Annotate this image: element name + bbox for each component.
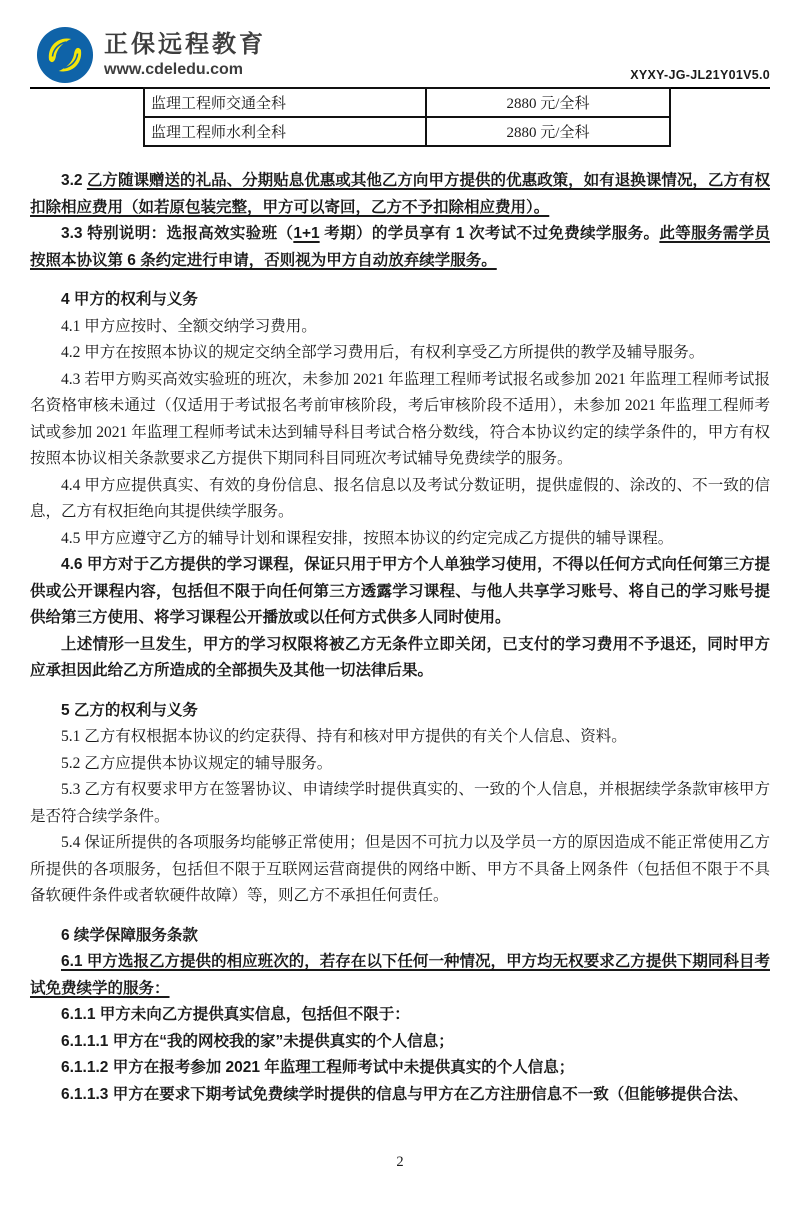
clause-4-6-consequence: 上述情形一旦发生，甲方的学习权限将被乙方无条件立即关闭，已支付的学习费用不予退还，同时甲方应承担因此给乙方所造成的全部损失及其他一切法律后果。 — [30, 635, 770, 679]
section-5-heading: 5 乙方的权利与义务 — [61, 701, 198, 719]
course-name-cell: 监理工程师水利全科 — [144, 117, 426, 146]
price-table — [143, 87, 671, 147]
brand-website: www.cdeledu.com — [104, 61, 243, 78]
clause-6-1: 6.1 甲方选报乙方提供的相应班次的，若存在以下任何一种情况，甲方均无权要求乙方提供下期同科目考试免费续学的服务： — [30, 953, 770, 997]
price-cell: 2880 元/全科 — [426, 117, 670, 146]
clause-4-1: 4.1 甲方应按时、全额交纳学习费用。 — [61, 317, 317, 335]
page-footer — [0, 1154, 800, 1171]
course-name-cell: 监理工程师交通全科 — [144, 88, 426, 117]
doc-code: XYXY-JG-JL21Y01V5.0 — [630, 68, 770, 82]
brand-logo — [36, 26, 266, 84]
clause-6-1-1: 6.1.1 甲方未向乙方提供真实信息，包括但不限于： — [61, 1006, 410, 1023]
clause-6-1-1-1: 6.1.1.1 甲方在“我的网校我的家”未提供真实的个人信息； — [61, 1032, 454, 1050]
brand-text-block — [104, 30, 266, 80]
page-header — [0, 0, 800, 87]
table-row — [144, 88, 670, 117]
clause-5-2: 5.2 乙方应提供本协议规定的辅导服务。 — [61, 754, 333, 772]
page-number: 2 — [396, 1154, 404, 1170]
clause-3-2: 3.2 乙方随课赠送的礼品、分期贴息优惠或其他乙方向甲方提供的优惠政策，如有退换课情况，乙方有权扣除相应费用（如若原包装完整，甲方可以寄回，乙方不予扣除相应费用）。 — [30, 172, 770, 216]
clause-4-2: 4.2 甲方在按照本协议的规定交纳全部学习费用后，有权利享受乙方所提供的教学及辅导服务。 — [61, 344, 705, 361]
clause-4-3: 4.3 若甲方购买高效实验班的班次，未参加 2021 年监理工程师考试报名或参加 2021 年监理工程师考试报名资格审核未通过（仅适用于考试报名考前审核阶段，考后审核阶段不适用），未参加 2021 年监理工程师考试或参加 2021 年监理工程师考试未达到辅导科目考试合格分数线，符合本协议约定的续学条件的，甲方有权按照本协议相关条款要求乙方提供下期同科目同班次考试辅导免费续学的服务。 — [30, 370, 770, 467]
clause-4-5: 4.5 甲方应遵守乙方的辅导计划和课程安排，按照本协议的约定完成乙方提供的辅导课程。 — [61, 529, 674, 547]
table-row — [144, 117, 670, 146]
clause-4-6: 4.6 甲方对于乙方提供的学习课程，保证只用于甲方个人单独学习使用，不得以任何方式向任何第三方提供或公开课程内容，包括但不限于向任何第三方透露学习课程、与他人共享学习账号、将自己的学习账号提供给第三方使用、将学习课程公开播放或以任何方式供多人同时使用。 — [30, 556, 770, 626]
clause-6-1-1-2: 6.1.1.2 甲方在报考参加 2021 年监理工程师考试中未提供真实的个人信息； — [61, 1059, 575, 1076]
clause-5-4: 5.4 保证所提供的各项服务均能够正常使用；但是因不可抗力以及学员一方的原因造成不能正常使用乙方所提供的各项服务，包括但不限于互联网运营商提供的网络中断、甲方不具备上网条件（包括但不限于不具备软硬件条件或者软硬件故障）等，则乙方不承担任何责任。 — [30, 834, 770, 904]
clause-5-3: 5.3 乙方有权要求甲方在签署协议、申请续学时提供真实的、一致的个人信息，并根据续学条款审核甲方是否符合续学条件。 — [30, 781, 770, 825]
section-4-heading: 4 甲方的权利与义务 — [61, 291, 198, 308]
section-6-heading: 6 续学保障服务条款 — [61, 926, 198, 944]
clause-4-4: 4.4 甲方应提供真实、有效的身份信息、报名信息以及考试分数证明，提供虚假的、涂改的、不一致的信息，乙方有权拒绝向其提供续学服务。 — [30, 476, 770, 520]
clause-6-1-1-3: 6.1.1.3 甲方在要求下期考试免费续学时提供的信息与甲方在乙方注册信息不一致（但能够提供合法、 — [61, 1085, 749, 1103]
document-body — [0, 168, 800, 1108]
swirl-globe-icon — [36, 26, 94, 84]
clause-3-3: 3.3 特别说明：选报高效实验班（1+1 考期）的学员享有 1 次考试不过免费续学服务。此等服务需学员按照本协议第 6 条约定进行申请，否则视为甲方自动放弃续学服务。 — [30, 225, 770, 269]
price-cell: 2880 元/全科 — [426, 88, 670, 117]
brand-name: 正保远程教育 — [104, 31, 266, 58]
clause-5-1: 5.1 乙方有权根据本协议的约定获得、持有和核对甲方提供的有关个人信息、资料。 — [61, 728, 627, 745]
